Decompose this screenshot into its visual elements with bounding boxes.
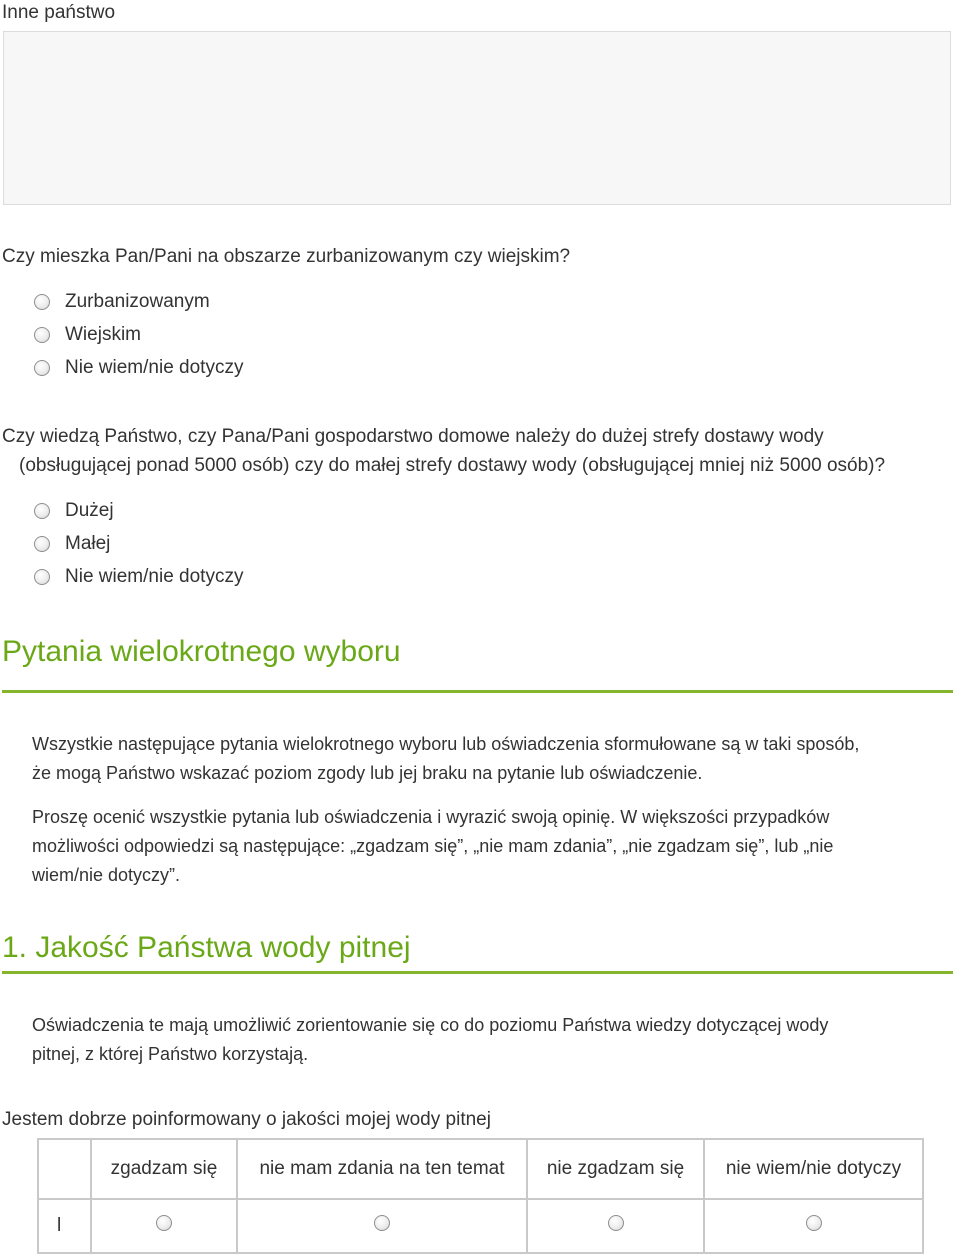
matrix-row — [38, 1199, 923, 1253]
radio-zone-nie-wiem[interactable] — [34, 569, 50, 585]
zone-question-line1: Czy wiedzą Państwo, czy Pana/Pani gospodarstwo domowe należy do dużej strefy dostawy wody — [2, 426, 824, 447]
option-area-nie-wiem[interactable] — [34, 353, 243, 383]
answer-matrix — [37, 1138, 924, 1254]
section1-title: 1. Jakość Państwa wody pitnej — [2, 931, 411, 964]
option-zone-nie-wiem[interactable] — [34, 562, 243, 592]
option-label: Nie wiem/nie dotyczy — [65, 566, 244, 587]
cell-zgadzam[interactable] — [91, 1199, 237, 1253]
section-divider — [2, 690, 953, 693]
radio-malej[interactable] — [34, 536, 50, 552]
radio-area-nie-wiem[interactable] — [34, 360, 50, 376]
option-malej[interactable] — [34, 529, 110, 559]
radio-nie-wiem[interactable] — [806, 1215, 822, 1231]
option-label: Małej — [65, 533, 111, 554]
header-nie-zgadzam: nie zgadzam się — [527, 1139, 704, 1199]
country-input[interactable] — [3, 31, 951, 205]
radio-nie-zgadzam[interactable] — [608, 1215, 624, 1231]
matrix-corner — [38, 1139, 91, 1199]
header-nie-wiem: nie wiem/nie dotyczy — [704, 1139, 923, 1199]
radio-nie-mam-zdania[interactable] — [374, 1215, 390, 1231]
statement-question: Jestem dobrze poinformowany o jakości mojej wody pitnej — [2, 1109, 491, 1130]
cell-nie-zgadzam[interactable] — [527, 1199, 704, 1253]
radio-wiejskim[interactable] — [34, 327, 50, 343]
multi-para1-line1: Wszystkie następujące pytania wielokrotnego wyboru lub oświadczenia sformułowane są w taki sposób, — [32, 734, 860, 754]
cell-nie-wiem[interactable] — [704, 1199, 923, 1253]
option-label: Nie wiem/nie dotyczy — [65, 357, 244, 378]
option-duzej[interactable] — [34, 496, 114, 526]
area-question: Czy mieszka Pan/Pani na obszarze zurbanizowanym czy wiejskim? — [2, 246, 571, 267]
multi-para2-line2: możliwości odpowiedzi są następujące: „zgadzam się”, „nie mam zdania”, „nie zgadzam się”, lub „nie — [32, 836, 834, 856]
option-zurbanizowanym[interactable] — [34, 287, 210, 317]
header-zgadzam: zgadzam się — [91, 1139, 237, 1199]
option-label: Wiejskim — [65, 324, 141, 345]
section-divider — [2, 971, 953, 974]
header-nie-mam-zdania: nie mam zdania na ten temat — [237, 1139, 527, 1199]
row-label: l — [38, 1199, 91, 1253]
multi-para1-line2: że mogą Państwo wskazać poziom zgody lub jej braku na pytanie lub oświadczenie. — [32, 763, 703, 783]
multi-para2-line1: Proszę ocenić wszystkie pytania lub oświadczenia i wyrazić swoją opinię. W większości przypadków — [32, 807, 830, 827]
section1-para-line1: Oświadczenia te mają umożliwić zorientowanie się co do poziomu Państwa wiedzy dotyczącej wody — [32, 1015, 829, 1035]
option-wiejskim[interactable] — [34, 320, 141, 350]
matrix-header-row — [38, 1139, 923, 1199]
country-label: Inne państwo — [2, 2, 116, 23]
section1-para-line2: pitnej, z której Państwo korzystają. — [32, 1044, 309, 1064]
multi-para2-line3: wiem/nie dotyczy”. — [32, 865, 181, 885]
multi-choice-title: Pytania wielokrotnego wyboru — [2, 635, 401, 668]
option-label: Dużej — [65, 500, 114, 521]
cell-nie-mam-zdania[interactable] — [237, 1199, 527, 1253]
radio-zurbanizowanym[interactable] — [34, 294, 50, 310]
zone-question-line2: (obsługującej ponad 5000 osób) czy do małej strefy dostawy wody (obsługującej mniej niż 5000 osób)? — [19, 455, 886, 476]
option-label: Zurbanizowanym — [65, 291, 210, 312]
radio-zgadzam[interactable] — [156, 1215, 172, 1231]
radio-duzej[interactable] — [34, 503, 50, 519]
